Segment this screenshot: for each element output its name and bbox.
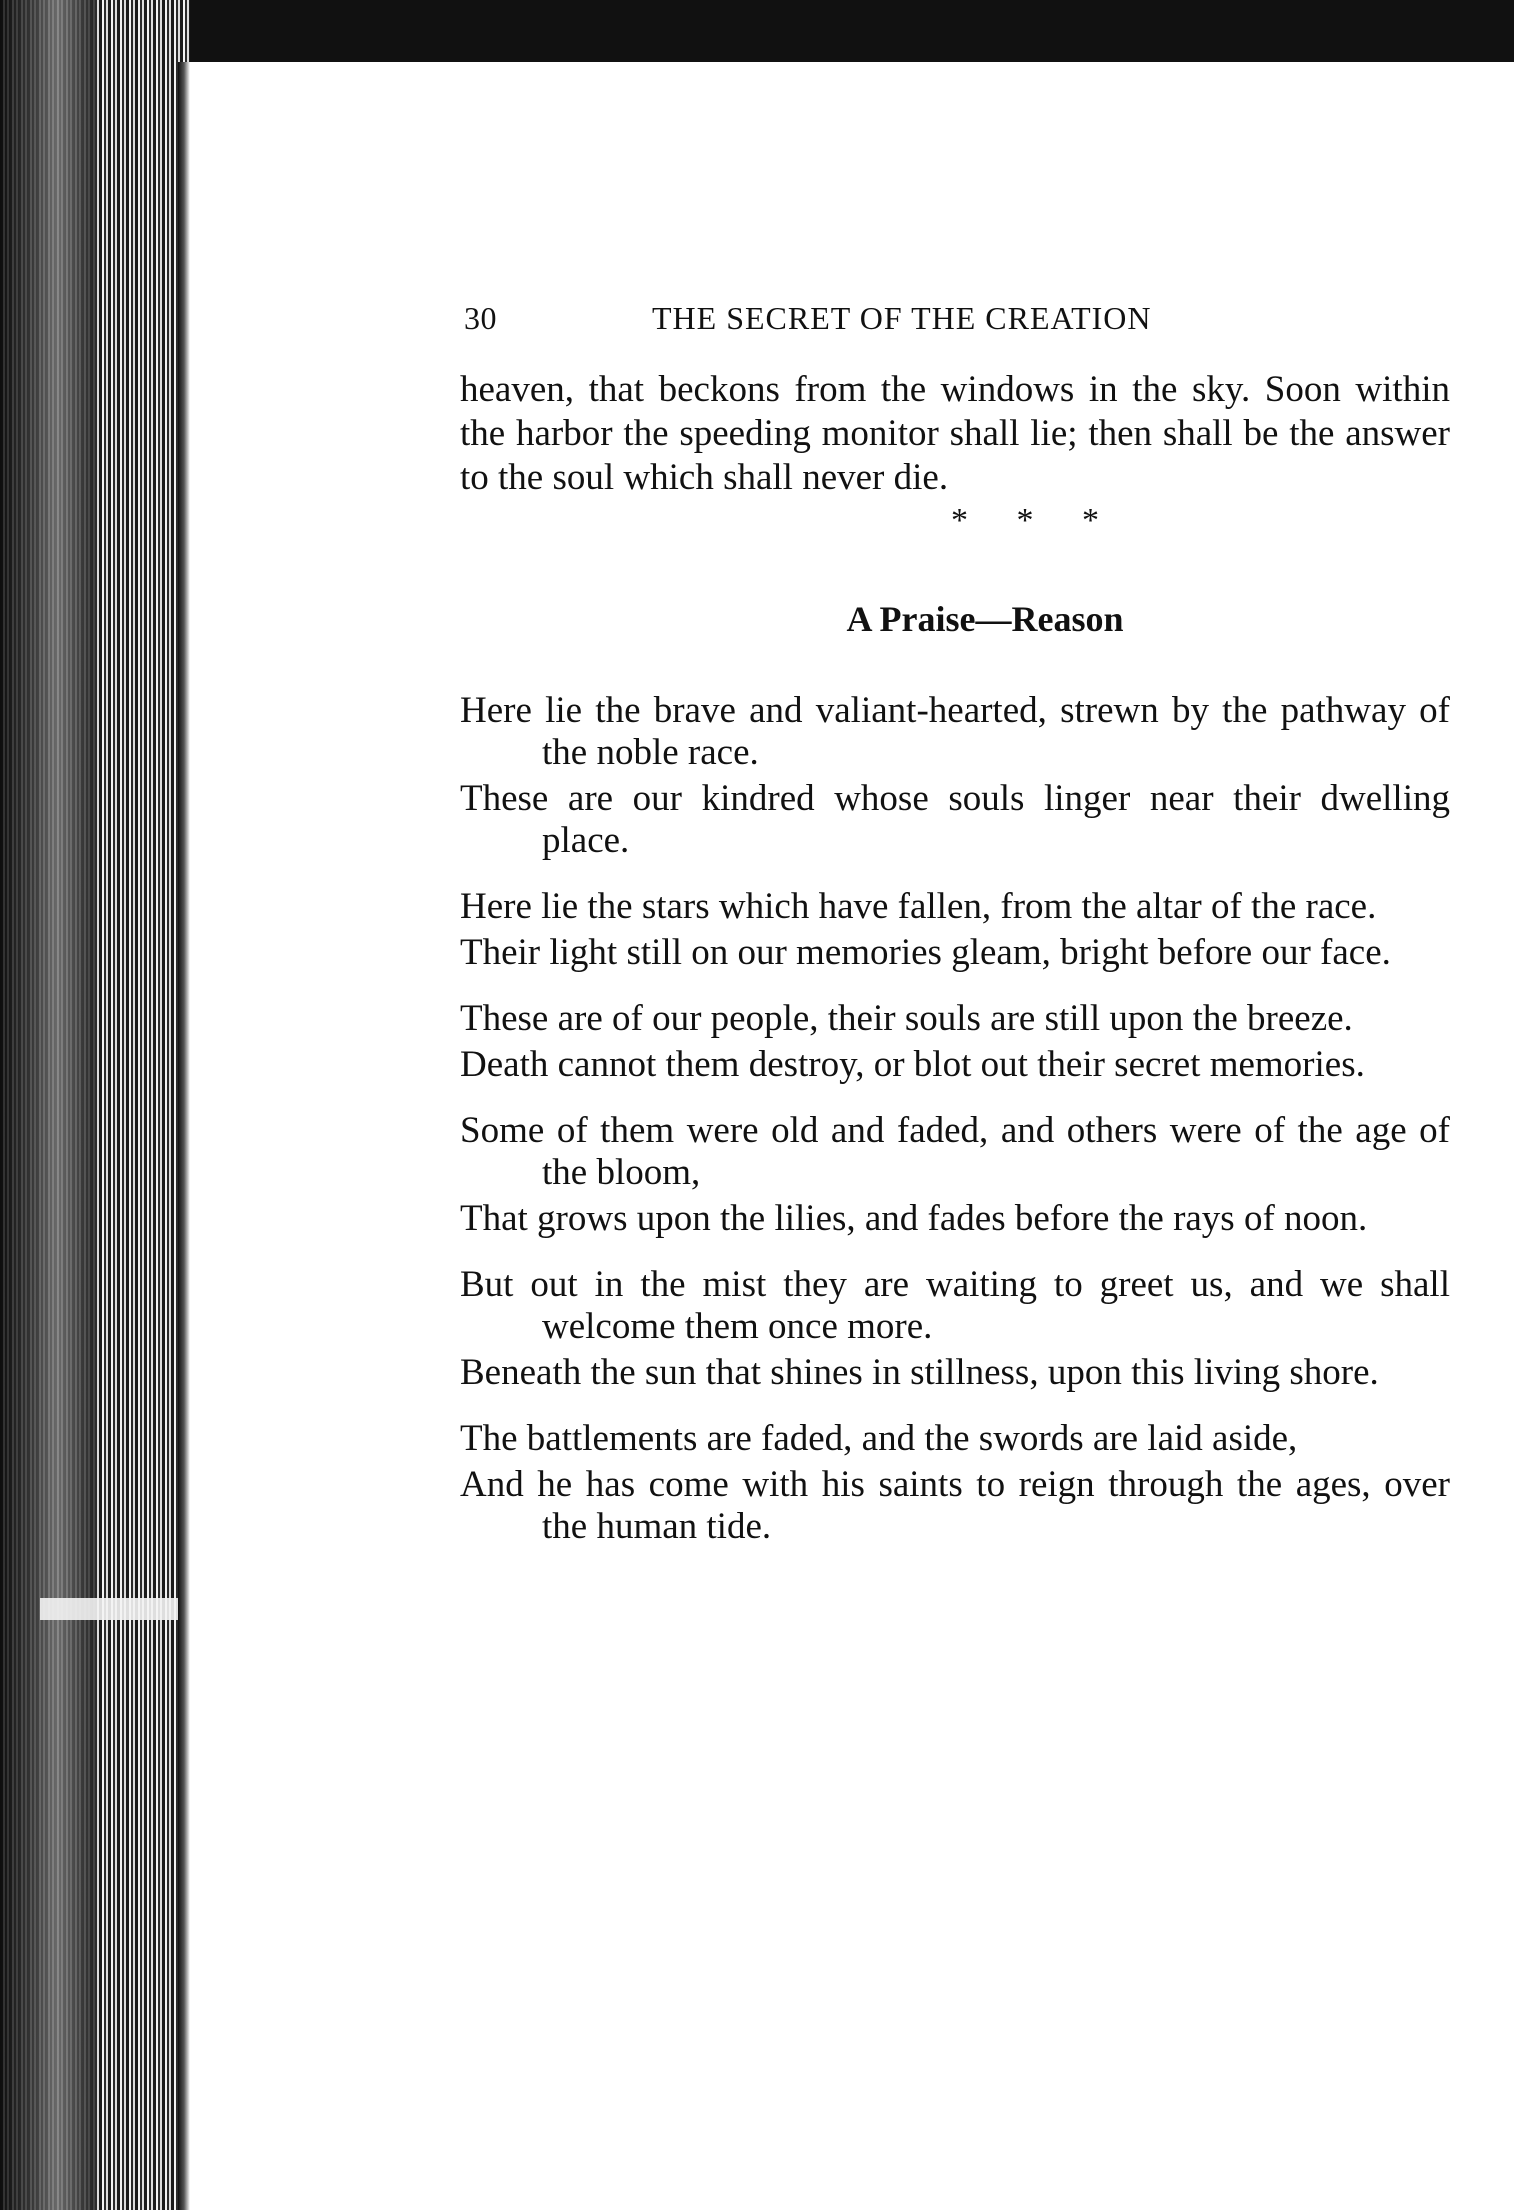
- stanza: [460, 1264, 1450, 1394]
- verse-line: And he has come with his saints to reign through the ages, over the human tide.: [460, 1464, 1450, 1547]
- section-separator: * * *: [951, 502, 1119, 539]
- running-head: [460, 290, 1450, 340]
- book-title: THE SECRET OF THE CREATION: [652, 300, 1152, 336]
- verse-line: These are our kindred whose souls linger near their dwelling place.: [460, 778, 1450, 861]
- verse-line: Here lie the brave and valiant-hearted, strewn by the pathway of the noble race.: [460, 690, 1450, 773]
- book-spine-shadow: [0, 0, 95, 2210]
- stanza: [460, 1418, 1450, 1548]
- scan-top-border: [0, 0, 1514, 62]
- book-page: [460, 290, 1450, 1572]
- page-number: 30: [464, 300, 497, 336]
- verse-line: Death cannot them destroy, or blot out their secret memories.: [460, 1044, 1365, 1085]
- stanza: [460, 1110, 1450, 1240]
- page-gutter: [178, 62, 190, 2210]
- prose-paragraph: heaven, that beckons from the windows in the sky. Soon within the harbor the speeding monitor shall lie; then shall be the answer to the soul which shall never die.: [460, 369, 1450, 498]
- verse-line: That grows upon the lilies, and fades before the rays of noon.: [460, 1198, 1368, 1239]
- stanza: [460, 998, 1450, 1086]
- verse-line: These are of our people, their souls are still upon the breeze.: [460, 998, 1353, 1039]
- verse-line: Their light still on our memories gleam, bright before our face.: [460, 932, 1391, 973]
- verse-line: Some of them were old and faded, and others were of the age of the bloom,: [460, 1110, 1450, 1193]
- stanza: [460, 690, 1450, 862]
- book-spine-highlight: [40, 1598, 190, 1620]
- verse-line: Here lie the stars which have fallen, from the altar of the race.: [460, 886, 1377, 927]
- poem: [460, 690, 1450, 1548]
- poem-title: A Praise—Reason: [846, 599, 1124, 639]
- verse-line: Beneath the sun that shines in stillness, upon this living shore.: [460, 1352, 1379, 1393]
- verse-line: The battlements are faded, and the swords are laid aside,: [460, 1418, 1298, 1459]
- verse-line: But out in the mist they are waiting to greet us, and we shall welcome them once more.: [460, 1264, 1450, 1347]
- stanza: [460, 886, 1450, 974]
